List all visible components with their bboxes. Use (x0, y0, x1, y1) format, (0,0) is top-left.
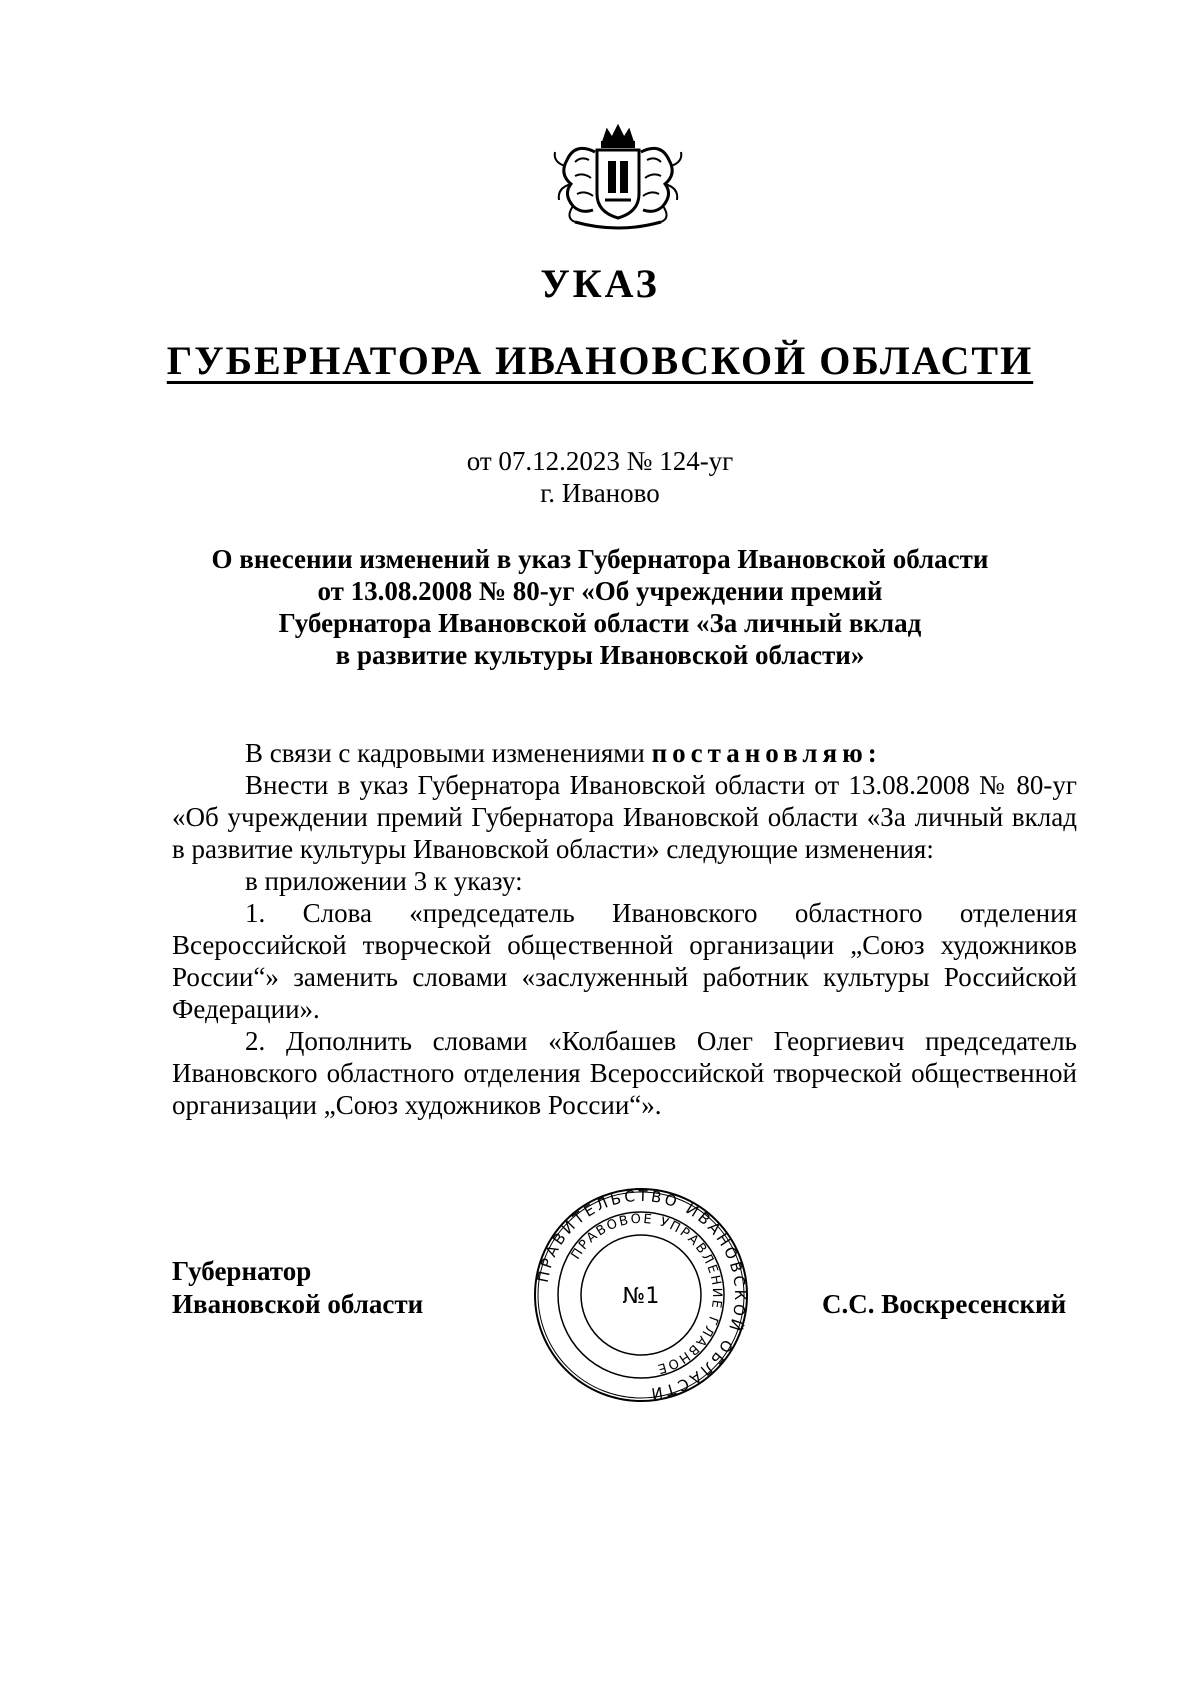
seal-number: №1 (622, 1284, 660, 1309)
paragraph-appendix: в приложении 3 к указу: (245, 866, 523, 896)
paragraph-item-1: 1. Слова «председатель Ивановского областного отделения Всероссийской творческой общественной организации „Союз художников России“» заменить словами «заслуженный работник культуры Российской Федерации». (172, 898, 1077, 1024)
subject-line: О внесении изменений в указ Губернатора Ивановской области (211, 544, 989, 574)
official-seal-stamp (532, 1186, 750, 1404)
document-type-title: УКАЗ (540, 261, 660, 306)
paragraph-item-2: 2. Дополнить словами «Колбашев Олег Георгиевич председатель Ивановского областного отделения Всероссийской творческой общественной организации „Союз художников России“». (172, 1026, 1077, 1120)
seal-outer-text: ПРАВИТЕЛЬСТВО ИВАНОВСКОЙ ОБЛАСТИ (533, 1186, 750, 1403)
seal-inner-text: ПРАВОВОЕ УПРАВЛЕНИЕ ГЛАВНОЕ (568, 1211, 725, 1377)
position-line: Губернатор (172, 1256, 312, 1286)
paragraph-amend: Внести в указ Губернатора Ивановской области от 13.08.2008 № 80-уг «Об учреждении премий Губернатора Ивановской области «За личный вклад в развитие культуры Ивановской области» следующие изменения: (172, 770, 1077, 864)
signatory-name: С.С. Воскресенский (822, 1289, 1067, 1319)
date-and-number: от 07.12.2023 № 124-уг (466, 446, 734, 476)
coat-of-arms-icon (545, 122, 691, 232)
resolve-word: постановляю: (651, 738, 882, 768)
position-line: Ивановской области (172, 1289, 424, 1319)
document-meta (0, 445, 1200, 509)
subject-line: от 13.08.2008 № 80-уг «Об учреждении премий (317, 576, 883, 606)
intro-paragraph (172, 737, 1077, 769)
subject-line: в развитие культуры Ивановской области» (335, 640, 865, 670)
signatory-position (172, 1255, 423, 1321)
city: г. Иваново (540, 478, 660, 508)
subject-line: Губернатора Ивановской области «За личный вклад (278, 608, 922, 638)
decree-body (172, 737, 1077, 1121)
issuer-title: ГУБЕРНАТОРА ИВАНОВСКОЙ ОБЛАСТИ (166, 338, 1034, 383)
intro-text: В связи с кадровыми изменениями (245, 738, 652, 768)
decree-subject (150, 543, 1050, 671)
